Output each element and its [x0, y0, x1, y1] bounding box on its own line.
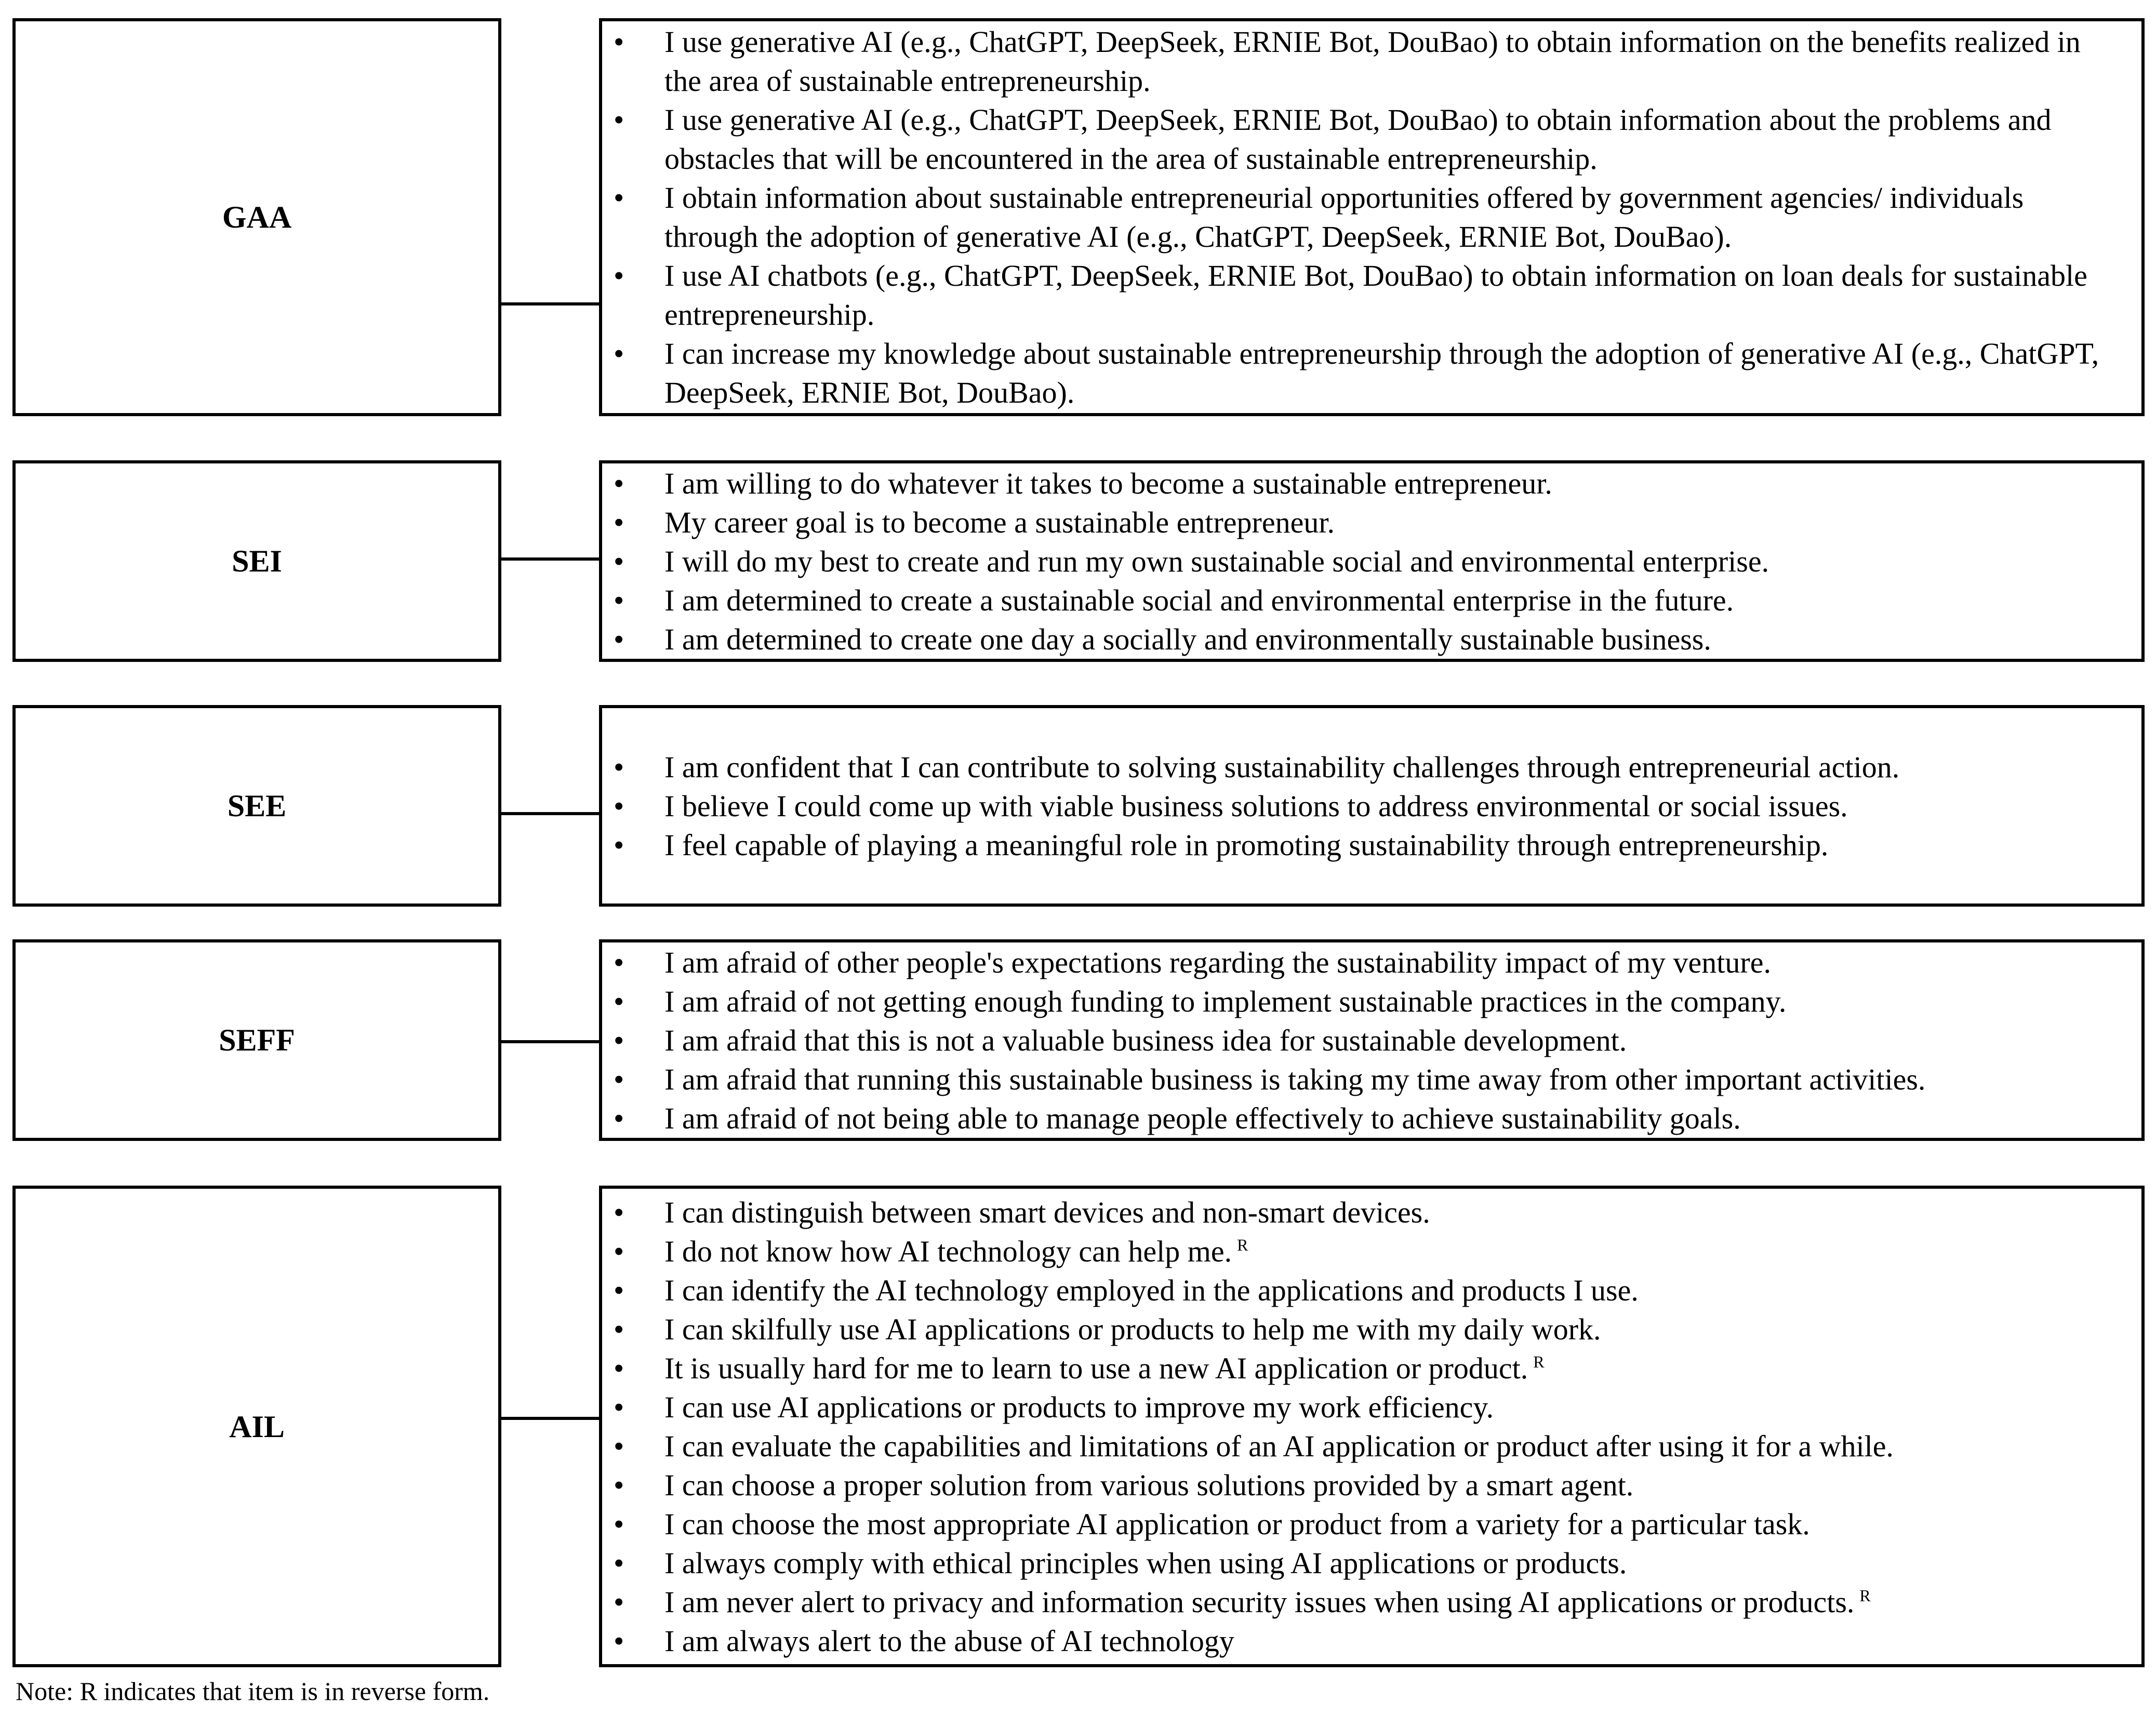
items-box-gaa	[599, 18, 2145, 416]
item-text: I use generative AI (e.g., ChatGPT, DeepSeek, ERNIE Bot, DouBao) to obtain information on the benefits realized in the area of sustainable entrepreneurship.	[664, 25, 2081, 98]
item-text: I will do my best to create and run my own sustainable social and environmental enterprise.	[664, 544, 1769, 578]
list-item	[602, 334, 2121, 412]
connector-line	[501, 1417, 599, 1420]
bullet-icon: •	[614, 181, 624, 215]
items-list	[602, 22, 2121, 412]
item-text: I can choose the most appropriate AI application or product from a variety for a particular task.	[664, 1507, 1810, 1541]
bullet-icon: •	[614, 984, 624, 1018]
item-text: I can distinguish between smart devices and non-smart devices.	[664, 1195, 1430, 1229]
connector-line	[501, 557, 599, 561]
bullet-icon: •	[614, 505, 624, 539]
list-item	[602, 1271, 2121, 1310]
list-item	[602, 542, 2121, 581]
item-text: I obtain information about sustainable entrepreneurial opportunities offered by government agencies/ individuals through the adoption of generative AI (e.g., ChatGPT, DeepSeek, ERNIE Bot, DouBao).	[664, 181, 2024, 254]
list-item	[602, 1544, 2121, 1583]
bullet-icon: •	[614, 750, 624, 784]
item-text: I do not know how AI technology can help me.	[664, 1234, 1232, 1268]
list-item	[602, 1388, 2121, 1427]
bullet-icon: •	[614, 1507, 624, 1541]
list-item	[602, 787, 2121, 826]
list-item	[602, 1427, 2121, 1466]
item-text: I am always alert to the abuse of AI technology	[664, 1624, 1234, 1658]
bullet-icon: •	[614, 337, 624, 370]
bullet-icon: •	[614, 25, 624, 59]
bullet-icon: •	[614, 1234, 624, 1268]
bullet-icon: •	[614, 1062, 624, 1096]
item-text: I can use AI applications or products to improve my work efficiency.	[664, 1390, 1494, 1424]
item-text: My career goal is to become a sustainable entrepreneur.	[664, 505, 1335, 539]
connector-line	[501, 1040, 599, 1043]
bullet-icon: •	[614, 1546, 624, 1580]
construct-label: SEFF	[219, 1023, 295, 1057]
items-box-seff	[599, 939, 2145, 1141]
connector-line	[501, 812, 599, 815]
reverse-marker: R	[1859, 1586, 1871, 1605]
list-item	[602, 748, 2121, 787]
items-list	[602, 943, 2121, 1138]
items-box-sei	[599, 460, 2145, 662]
item-text: I can increase my knowledge about sustainable entrepreneurship through the adoption of generative AI (e.g., ChatGPT, DeepSeek, ERNIE Bot, DouBao).	[664, 337, 2099, 409]
list-item	[602, 503, 2121, 542]
item-text: I am afraid of other people's expectations regarding the sustainability impact of my venture.	[664, 945, 1771, 979]
bullet-icon: •	[614, 828, 624, 862]
item-text: I am afraid that running this sustainable business is taking my time away from other important activities.	[664, 1062, 1926, 1096]
bullet-icon: •	[614, 789, 624, 823]
bullet-icon: •	[614, 945, 624, 979]
item-text: I believe I could come up with viable business solutions to address environmental or social issues.	[664, 789, 1848, 823]
bullet-icon: •	[614, 1585, 624, 1619]
item-text: I use generative AI (e.g., ChatGPT, DeepSeek, ERNIE Bot, DouBao) to obtain information about the problems and obstacles that will be encountered in the area of sustainable entrepreneurship.	[664, 103, 2052, 176]
bullet-icon: •	[614, 1023, 624, 1057]
list-item	[602, 943, 2121, 982]
list-item	[602, 22, 2121, 100]
list-item	[602, 1099, 2121, 1138]
list-item	[602, 1021, 2121, 1060]
list-item	[602, 581, 2121, 620]
item-text: I can choose a proper solution from various solutions provided by a smart agent.	[664, 1468, 1634, 1502]
reverse-marker: R	[1533, 1352, 1545, 1372]
construct-label: SEE	[227, 789, 287, 823]
items-list	[602, 748, 2121, 865]
items-box-ail	[599, 1186, 2145, 1667]
bullet-icon: •	[614, 103, 624, 137]
item-text: I use AI chatbots (e.g., ChatGPT, DeepSeek, ERNIE Bot, DouBao) to obtain information on loan deals for sustainable entrepreneurship.	[664, 259, 2087, 331]
construct-label: AIL	[229, 1409, 285, 1444]
items-list	[602, 1193, 2121, 1660]
bullet-icon: •	[614, 466, 624, 500]
bullet-icon: •	[614, 1273, 624, 1307]
list-item	[602, 1193, 2121, 1232]
item-text: I am afraid that this is not a valuable business idea for sustainable development.	[664, 1023, 1627, 1057]
bullet-icon: •	[614, 1101, 624, 1135]
construct-box-seff	[12, 939, 501, 1141]
list-item	[602, 1349, 2121, 1388]
bullet-icon: •	[614, 583, 624, 617]
construct-label: GAA	[222, 200, 292, 234]
list-item	[602, 1232, 2121, 1271]
bullet-icon: •	[614, 1351, 624, 1385]
list-item	[602, 1583, 2121, 1622]
item-text: I am willing to do whatever it takes to become a sustainable entrepreneur.	[664, 466, 1552, 500]
item-text: I am afraid of not getting enough funding to implement sustainable practices in the company.	[664, 984, 1787, 1018]
item-text: I can skilfully use AI applications or products to help me with my daily work.	[664, 1312, 1601, 1346]
list-item	[602, 1622, 2121, 1660]
list-item	[602, 1310, 2121, 1349]
bullet-icon: •	[614, 1195, 624, 1229]
bullet-icon: •	[614, 259, 624, 293]
bullet-icon: •	[614, 1429, 624, 1463]
item-text: I am afraid of not being able to manage people effectively to achieve sustainability goals.	[664, 1101, 1741, 1135]
list-item	[602, 1060, 2121, 1099]
item-text: I am never alert to privacy and information security issues when using AI applications or products.	[664, 1585, 1855, 1619]
bullet-icon: •	[614, 622, 624, 656]
list-item	[602, 464, 2121, 503]
construct-box-gaa	[12, 18, 501, 416]
list-item	[602, 100, 2121, 178]
item-text: I feel capable of playing a meaningful role in promoting sustainability through entrepreneurship.	[664, 828, 1829, 862]
footnote: Note: R indicates that item is in reverse form.	[16, 1677, 490, 1706]
list-item	[602, 620, 2121, 659]
list-item	[602, 1505, 2121, 1544]
construct-box-sei	[12, 460, 501, 662]
items-box-see	[599, 705, 2145, 907]
item-text: I am determined to create one day a socially and environmentally sustainable business.	[664, 622, 1711, 656]
construct-label: SEI	[232, 544, 282, 578]
bullet-icon: •	[614, 1468, 624, 1502]
list-item	[602, 256, 2121, 334]
items-list	[602, 464, 2121, 659]
item-text: I am confident that I can contribute to solving sustainability challenges through entrepreneurial action.	[664, 750, 1900, 784]
item-text: I can identify the AI technology employed in the applications and products I use.	[664, 1273, 1639, 1307]
item-text: I am determined to create a sustainable social and environmental enterprise in the future.	[664, 583, 1734, 617]
connector-line	[501, 302, 599, 305]
bullet-icon: •	[614, 1390, 624, 1424]
list-item	[602, 826, 2121, 865]
item-text: I always comply with ethical principles when using AI applications or products.	[664, 1546, 1627, 1580]
item-text: I can evaluate the capabilities and limitations of an AI application or product after using it for a while.	[664, 1429, 1894, 1463]
reverse-marker: R	[1237, 1235, 1248, 1255]
bullet-icon: •	[614, 544, 624, 578]
bullet-icon: •	[614, 1312, 624, 1346]
list-item	[602, 178, 2121, 256]
list-item	[602, 982, 2121, 1021]
item-text: It is usually hard for me to learn to use a new AI application or product.	[664, 1351, 1528, 1385]
construct-box-see	[12, 705, 501, 907]
construct-box-ail	[12, 1186, 501, 1667]
bullet-icon: •	[614, 1624, 624, 1658]
list-item	[602, 1466, 2121, 1505]
